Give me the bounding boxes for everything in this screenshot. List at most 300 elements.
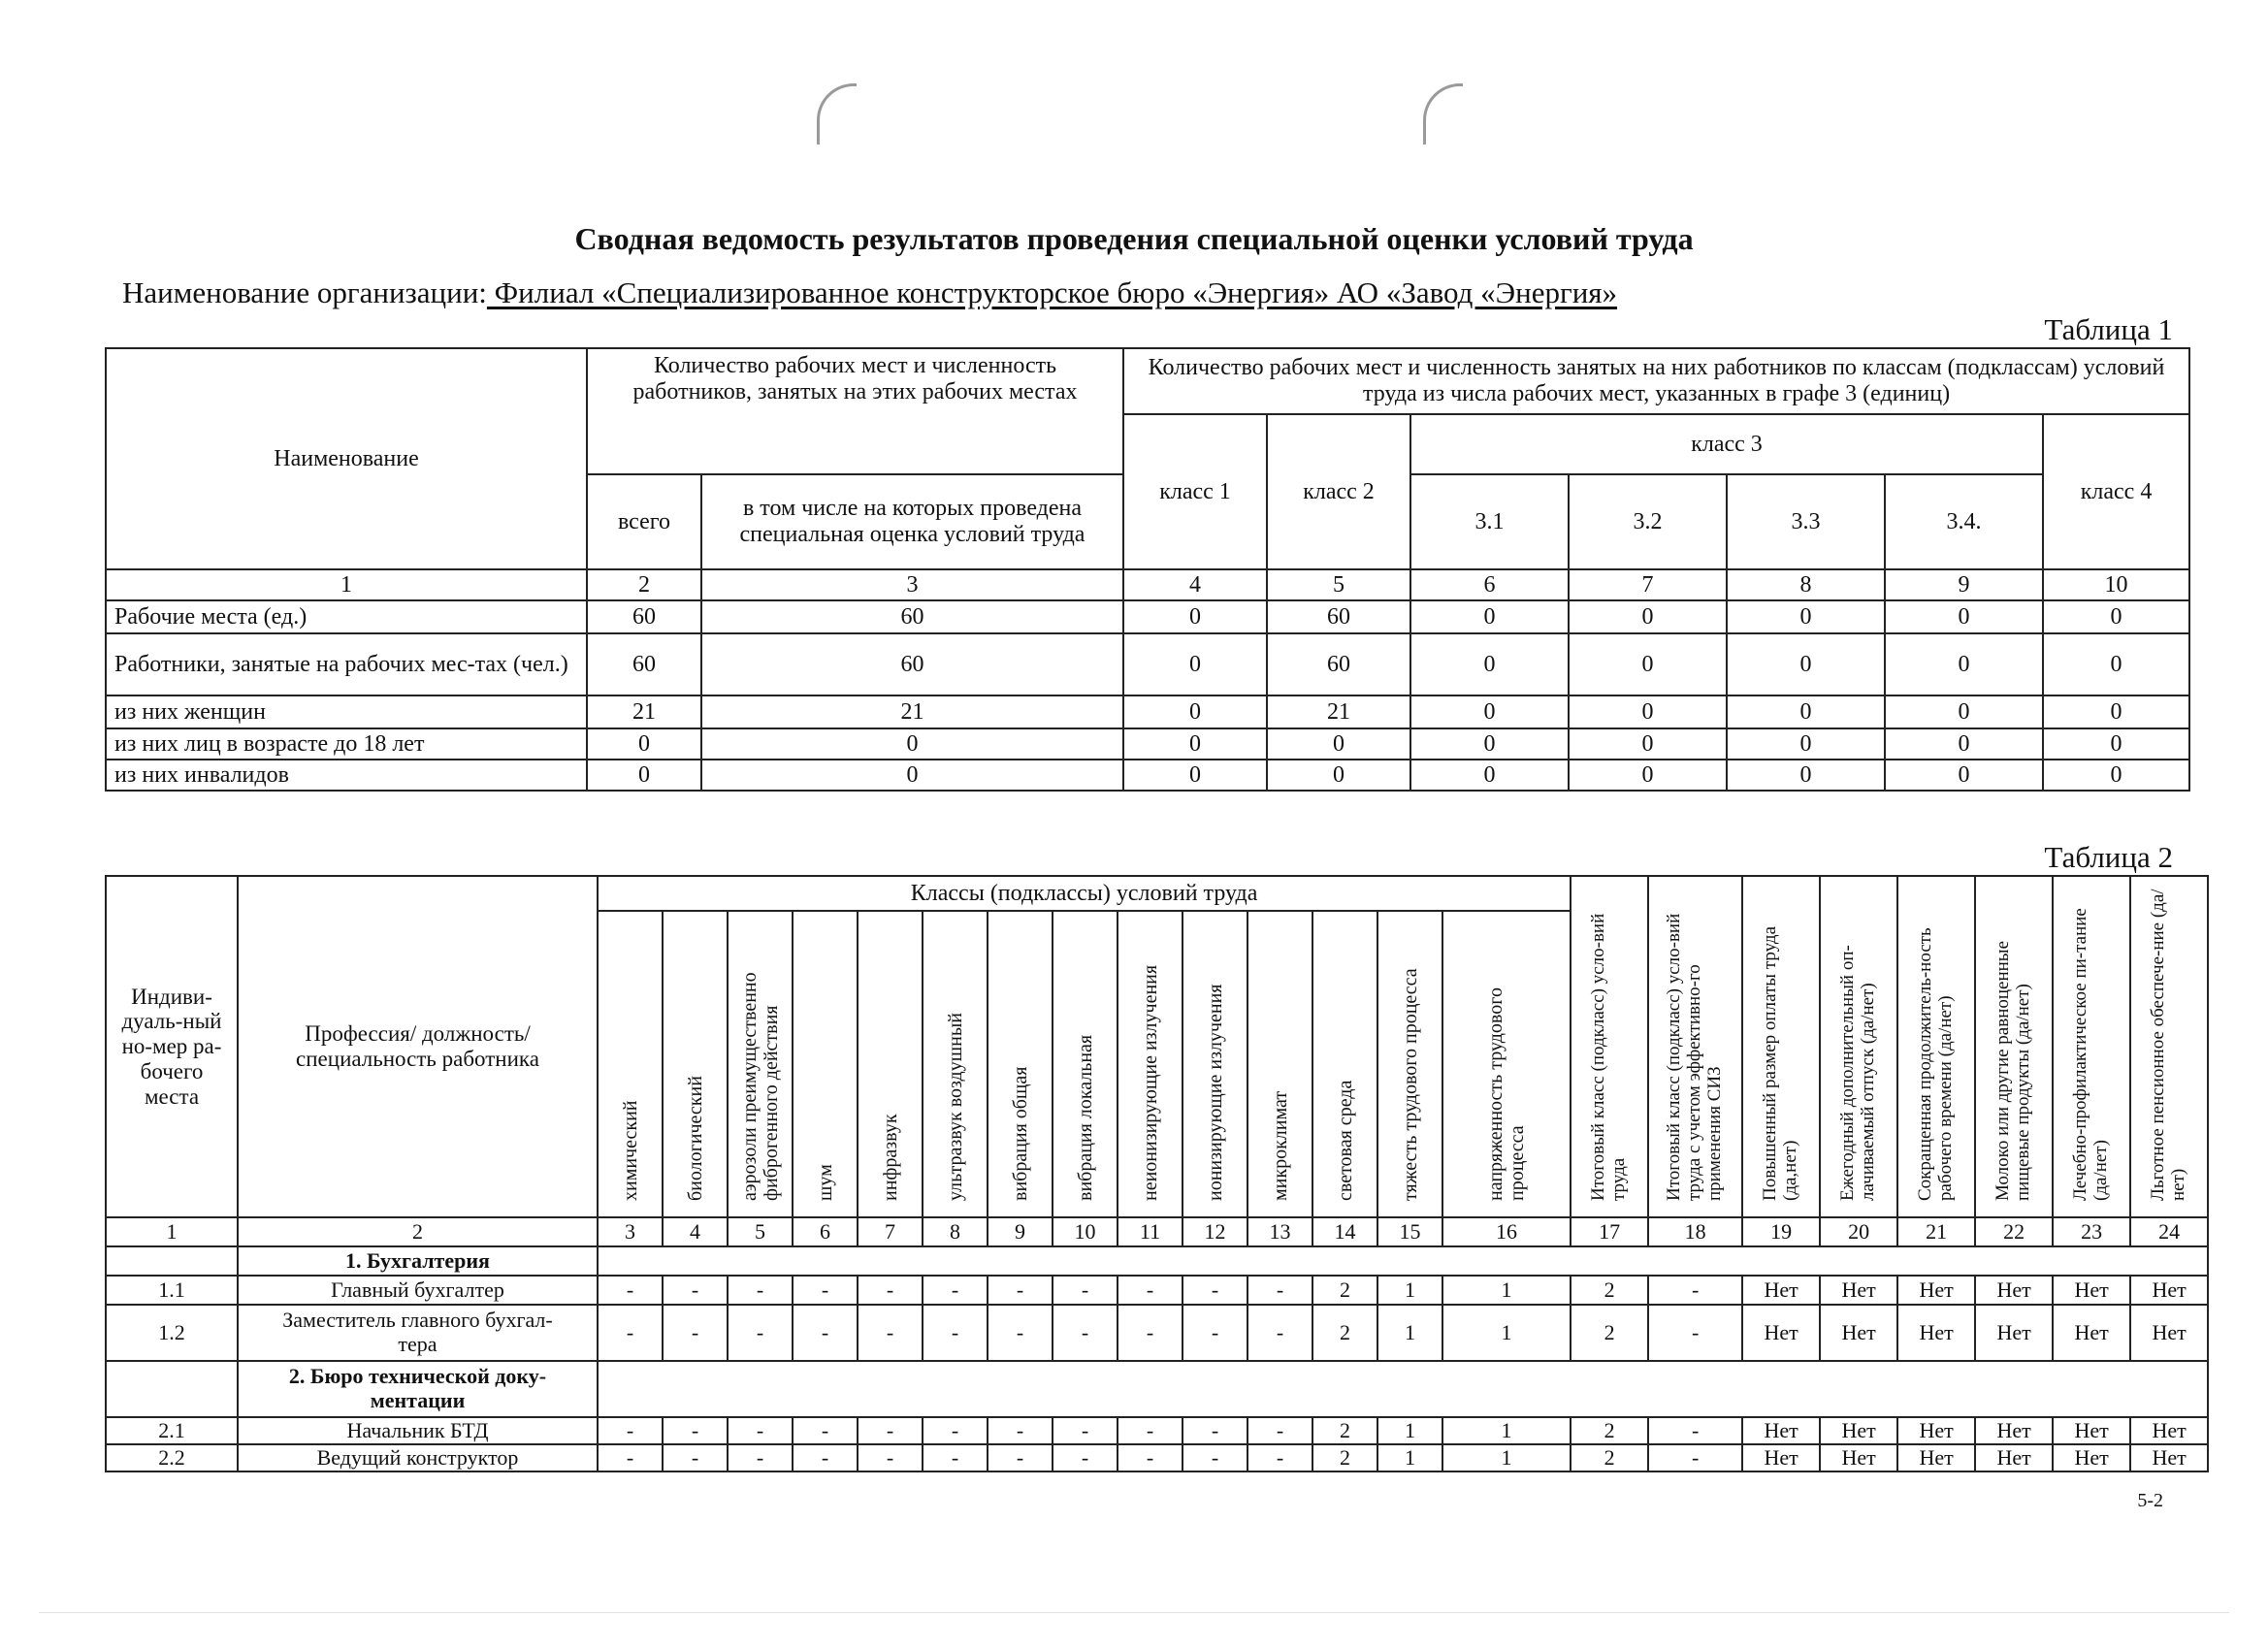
t1-cell: 0 [1123,728,1267,760]
t1-header-class1: класс 1 [1123,414,1267,569]
t2-cell: 1 [1377,1276,1442,1305]
t1-cell: 0 [1885,728,2043,760]
t2-cell: - [1648,1276,1742,1305]
t2-header-factor [988,911,1053,1217]
t2-cell: Нет [1897,1305,1975,1361]
table-row [106,1276,2208,1305]
t2-header-factor [793,911,858,1217]
t1-cell: 21 [1267,695,1410,728]
t1-colnum: 3 [701,569,1123,600]
t2-empty-cell [1183,1361,1247,1417]
t1-cell: 60 [587,633,701,695]
table2-caption: Таблица 2 [2044,840,2173,874]
t2-section-title: 2. Бюро технической доку-ментации [238,1361,598,1417]
t2-empty-cell [1742,1361,1820,1417]
t2-empty-cell [1442,1246,1571,1276]
t1-cell: 0 [1410,760,1569,791]
t2-empty-cell [923,1246,988,1276]
t2-row-profession: Заместитель главного бухгал-тера [238,1305,598,1361]
t2-header-text: Итоговый класс (подкласс) усло-вий труда с учетом эффективно-го применения СИЗ [1664,914,1726,1202]
page-number: 5-2 [2137,1490,2163,1511]
t2-empty-cell [1975,1361,2053,1417]
t2-empty-cell [663,1246,728,1276]
t1-row-label: Рабочие места (ед.) [106,600,587,633]
t2-empty-cell [2130,1246,2208,1276]
t1-cell: 0 [1410,728,1569,760]
t1-row-label: из них женщин [106,695,587,728]
t2-cell: - [793,1444,858,1471]
t1-cell: 60 [1267,633,1410,695]
t2-header-col22 [1975,876,2053,1217]
t2-cell: Нет [1897,1417,1975,1444]
t2-colnum: 5 [728,1217,793,1246]
t2-colnum: 20 [1820,1217,1897,1246]
t1-cell: 60 [587,600,701,633]
t2-empty-cell [663,1361,728,1417]
t1-cell: 0 [1569,728,1727,760]
t2-row-profession: Главный бухгалтер [238,1276,598,1305]
t1-header-class3: класс 3 [1410,414,2043,474]
t2-colnum: 7 [858,1217,923,1246]
t1-cell: 0 [1569,633,1727,695]
t2-cell: Нет [1742,1276,1820,1305]
t2-cell: - [1247,1305,1312,1361]
t2-colnum: 18 [1648,1217,1742,1246]
t2-header-profession: Профессия/ должность/ специальность работника [238,876,598,1217]
t2-factor-text: биологический [684,1076,706,1202]
table-row [106,1305,2208,1361]
t2-empty-cell [1820,1361,1897,1417]
t2-empty-cell [1053,1246,1118,1276]
t2-cell: - [598,1417,663,1444]
t2-cell: - [793,1417,858,1444]
t1-cell: 0 [2043,600,2189,633]
t2-empty-cell [1571,1361,1648,1417]
t2-cell: - [1118,1444,1183,1471]
t1-cell: 0 [1727,728,1885,760]
t2-header-col17 [1571,876,1648,1217]
t2-colnum: 16 [1442,1217,1571,1246]
t2-cell: Нет [2130,1276,2208,1305]
t2-factor-text: вибрация общая [1009,1066,1031,1202]
t1-row-under-18 [106,728,2189,760]
table-row [106,1417,2208,1444]
t2-header-col19 [1742,876,1820,1217]
t2-empty-cell [1053,1361,1118,1417]
t2-section-row [106,1246,2208,1276]
t2-colnum: 4 [663,1217,728,1246]
organization-line [122,275,1617,310]
document-title: Сводная ведомость результатов проведения специальной оценки условий труда [574,221,1694,256]
organization-name: Филиал «Специализированное конструкторское бюро «Энергия» АО «Завод «Энергия» [486,275,1618,309]
t2-cell: - [1648,1305,1742,1361]
t2-factor-text: шум [814,1164,836,1202]
t1-row-disabled [106,760,2189,791]
t2-header-factor [728,911,793,1217]
t1-cell: 0 [1123,633,1267,695]
t2-cell: Нет [1897,1444,1975,1471]
t2-empty-cell [2053,1361,2130,1417]
t1-header-assessed: в том числе на которых проведена специальная оценка условий труда [701,474,1123,569]
t2-header-text: Повышенный размер оплаты труда (да,нет) [1760,926,1801,1202]
t2-cell: - [663,1444,728,1471]
t1-colnum: 2 [587,569,701,600]
t2-row-id: 1.1 [106,1276,238,1305]
t2-cell: 1 [1442,1276,1571,1305]
t2-empty-cell [793,1246,858,1276]
t2-colnum: 24 [2130,1217,2208,1246]
t1-colnum: 4 [1123,569,1267,600]
t1-cell: 21 [701,695,1123,728]
t2-empty-cell [1118,1246,1183,1276]
t2-section-row [106,1361,2208,1417]
t2-cell: 2 [1571,1276,1648,1305]
t2-colnum: 11 [1118,1217,1183,1246]
t2-colnum: 14 [1312,1217,1377,1246]
t2-cell: Нет [2053,1276,2130,1305]
t2-cell: 2 [1571,1417,1648,1444]
t2-cell: 1 [1377,1444,1442,1471]
t2-empty-cell [598,1361,663,1417]
t2-cell: - [728,1305,793,1361]
t2-cell: Нет [2130,1417,2208,1444]
t2-header-col20 [1820,876,1897,1217]
t2-cell: - [1247,1444,1312,1471]
t2-empty-cell [2130,1361,2208,1417]
t1-cell: 0 [1569,600,1727,633]
t2-factor-text: неионизирующие излучения [1139,965,1161,1202]
t1-cell: 0 [587,728,701,760]
t1-column-numbers [106,569,2189,600]
t2-empty-cell [1118,1361,1183,1417]
t2-cell: 1 [1442,1305,1571,1361]
t2-cell: - [1648,1444,1742,1471]
t1-row-women [106,695,2189,728]
t2-cell: - [793,1276,858,1305]
t2-cell: 2 [1312,1276,1377,1305]
t2-factor-text: микроклимат [1269,1091,1291,1202]
t2-row-id: 1.2 [106,1305,238,1361]
t2-cell: 1 [1442,1444,1571,1471]
t2-empty-cell [728,1361,793,1417]
t2-cell: 2 [1312,1444,1377,1471]
t1-header-name: Наименование [106,348,587,569]
t1-row-workers [106,633,2189,695]
t1-header-group-b: Количество рабочих мест и численность занятых на них работников по классам (подклассам) условий труда из числа рабочих мест, указанных в графе 3 (единиц) [1123,348,2189,414]
t2-cell: - [663,1417,728,1444]
t2-cell: - [1183,1305,1247,1361]
t1-cell: 0 [1727,695,1885,728]
t1-cell: 0 [1885,600,2043,633]
t2-cell: - [923,1417,988,1444]
t2-colnum: 22 [1975,1217,2053,1246]
t1-cell: 0 [1410,695,1569,728]
t2-empty-cell [1247,1361,1312,1417]
t2-cell: - [923,1305,988,1361]
punch-hole-mark-left [817,83,857,145]
t1-header-class4: класс 4 [2043,414,2189,569]
t2-cell: - [1183,1417,1247,1444]
t2-cell: Нет [1975,1305,2053,1361]
t1-colnum: 8 [1727,569,1885,600]
t2-cell: - [858,1276,923,1305]
t2-cell: - [598,1276,663,1305]
t2-header-factor [1442,911,1571,1217]
t2-empty-cell [988,1246,1053,1276]
t2-cell: Нет [1975,1276,2053,1305]
t1-cell: 0 [1123,600,1267,633]
t1-cell: 0 [1267,728,1410,760]
t2-cell: - [663,1276,728,1305]
t2-cell: 2 [1571,1305,1648,1361]
t2-colnum: 13 [1247,1217,1312,1246]
t2-cell: - [1118,1305,1183,1361]
t1-cell: 0 [2043,695,2189,728]
organization-label: Наименование организации: [122,275,487,309]
t2-factor-text: ионизирующие излучения [1204,984,1226,1202]
t1-colnum: 1 [106,569,587,600]
t2-cell: Нет [1820,1417,1897,1444]
t2-empty-cell [923,1361,988,1417]
t2-cell: - [728,1276,793,1305]
t1-cell: 60 [701,600,1123,633]
t1-row-workplaces [106,600,2189,633]
t2-header-text: Льготное пенсионное обеспече-ние (да/нет) [2148,889,2189,1202]
t2-cell: - [728,1444,793,1471]
t1-cell: 0 [1267,760,1410,791]
t2-header-factor [663,911,728,1217]
t2-cell: - [1118,1276,1183,1305]
t2-header-factor [1312,911,1377,1217]
t2-cell: - [793,1305,858,1361]
t1-cell: 0 [1885,633,2043,695]
t2-empty-cell [1648,1361,1742,1417]
table-row [106,1444,2208,1471]
t1-cell: 0 [1885,760,2043,791]
t2-empty-cell [1377,1246,1442,1276]
t1-colnum: 5 [1267,569,1410,600]
t2-colnum: 1 [106,1217,238,1246]
t2-cell: 2 [1312,1417,1377,1444]
t1-cell: 0 [1727,600,1885,633]
t1-cell: 0 [701,728,1123,760]
t2-colnum: 2 [238,1217,598,1246]
t1-cell: 60 [701,633,1123,695]
t2-colnum: 17 [1571,1217,1648,1246]
t2-header-text: Лечебно-профилактическое пи-тание (да/нет) [2070,908,2112,1202]
t2-colnum: 9 [988,1217,1053,1246]
t1-header-group-a: Количество рабочих мест и численность работников, занятых на этих рабочих местах [587,348,1123,474]
t1-cell: 0 [701,760,1123,791]
t2-factor-text: ультразвук воздушный [944,1013,966,1202]
t2-factor-text: аэрозоли преимущественно фиброгенного действия [738,972,782,1202]
t2-row-id: 2.1 [106,1417,238,1444]
t2-header-col23 [2053,876,2130,1217]
t1-cell: 0 [587,760,701,791]
t2-cell: - [1053,1276,1118,1305]
t2-empty-cell [858,1246,923,1276]
t1-header-class-3-4: 3.4. [1885,474,2043,569]
t2-empty-cell [1820,1246,1897,1276]
t2-empty-cell [1183,1246,1247,1276]
t2-cell: - [598,1305,663,1361]
t2-factor-text: инфразвук [879,1114,901,1202]
t1-cell: 0 [1727,760,1885,791]
t2-empty-cell [1312,1361,1377,1417]
t2-cell: - [598,1444,663,1471]
t1-row-label: из них инвалидов [106,760,587,791]
t2-colnum: 19 [1742,1217,1820,1246]
t2-header-col21 [1897,876,1975,1217]
t2-empty-cell [2053,1246,2130,1276]
t2-cell: - [1053,1444,1118,1471]
t2-factor-text: световая среда [1334,1081,1356,1202]
t1-row-label: из них лиц в возрасте до 18 лет [106,728,587,760]
t1-cell: 0 [1885,695,2043,728]
t2-cell: Нет [1820,1276,1897,1305]
t2-cell: - [728,1417,793,1444]
t2-cell: Нет [2053,1417,2130,1444]
t2-empty-cell [728,1246,793,1276]
t1-row-label: Работники, занятые на рабочих мес-тах (чел.) [106,633,587,695]
t1-cell: 0 [1410,633,1569,695]
t2-cell: - [1247,1276,1312,1305]
t1-header-class2: класс 2 [1267,414,1410,569]
t2-colnum: 6 [793,1217,858,1246]
t2-cell: Нет [1820,1305,1897,1361]
t2-empty-cell [1247,1246,1312,1276]
t2-cell: Нет [2130,1305,2208,1361]
t2-empty-cell [1312,1246,1377,1276]
t2-colnum: 15 [1377,1217,1442,1246]
t2-empty-cell [1571,1246,1648,1276]
t2-header-factor [1053,911,1118,1217]
scan-edge-line [39,1612,2229,1613]
t2-cell: - [988,1305,1053,1361]
t2-header-text: Молоко или другие равноценные пищевые продукты (да/нет) [1993,941,2034,1202]
t2-cell: - [1648,1417,1742,1444]
t2-cell: Нет [1897,1276,1975,1305]
t2-colnum: 23 [2053,1217,2130,1246]
t2-empty-cell [1975,1246,2053,1276]
t2-empty-cell [858,1361,923,1417]
t2-cell: - [988,1417,1053,1444]
t2-header-text: Ежегодный дополнительный оп-лачиваемый отпуск (да/нет) [1837,945,1879,1202]
t2-header-factor [1247,911,1312,1217]
t2-factor-text: вибрация локальная [1074,1035,1096,1202]
table1-caption: Таблица 1 [2044,312,2173,346]
t1-cell: 0 [1727,633,1885,695]
t2-cell: Нет [2130,1444,2208,1471]
t2-colnum: 8 [923,1217,988,1246]
t2-empty-cell [1897,1246,1975,1276]
t2-cell: - [923,1444,988,1471]
t2-cell: Нет [1742,1444,1820,1471]
t2-cell: - [923,1276,988,1305]
t2-cell: Нет [1820,1444,1897,1471]
t2-empty-cell [1897,1361,1975,1417]
t1-colnum: 9 [1885,569,2043,600]
table1-summary [105,347,2190,792]
t1-colnum: 10 [2043,569,2189,600]
t2-empty-cell [1442,1361,1571,1417]
t2-cell: 1 [1377,1417,1442,1444]
t2-row-id: 2.2 [106,1444,238,1471]
t2-factor-text: напряженность трудового процесса [1485,987,1529,1202]
t2-section-title: 1. Бухгалтерия [238,1246,598,1276]
t2-header-id: Индиви-дуаль-ный но-мер ра-бочего места [106,876,238,1217]
t2-empty-cell [793,1361,858,1417]
t2-factor-text: тяжесть трудового процесса [1399,968,1421,1202]
t2-row-profession: Ведущий конструктор [238,1444,598,1471]
t2-cell: - [1247,1417,1312,1444]
t2-cell: - [858,1417,923,1444]
t2-column-numbers [106,1217,2208,1246]
t2-header-text: Итоговый класс (подкласс) усло-вий труда [1588,914,1630,1202]
t2-cell: - [858,1305,923,1361]
t2-cell: - [1053,1417,1118,1444]
t2-header-factor [598,911,663,1217]
t2-cell: Нет [2053,1444,2130,1471]
t2-empty-cell [988,1361,1053,1417]
t2-empty-cell [106,1246,238,1276]
t2-cell: Нет [2053,1305,2130,1361]
t2-empty-cell [598,1246,663,1276]
t2-header-factor [923,911,988,1217]
t2-header-factor [1377,911,1442,1217]
t2-header-col24 [2130,876,2208,1217]
t2-cell: - [1118,1417,1183,1444]
t1-cell: 0 [1569,695,1727,728]
t2-header-classes: Классы (подклассы) условий труда [598,876,1571,911]
t2-colnum: 10 [1053,1217,1118,1246]
t2-colnum: 21 [1897,1217,1975,1246]
t1-header-class-3-3: 3.3 [1727,474,1885,569]
t2-header-col18 [1648,876,1742,1217]
t1-cell: 0 [1410,600,1569,633]
t1-cell: 0 [1123,695,1267,728]
t2-cell: Нет [1975,1444,2053,1471]
t2-cell: - [858,1444,923,1471]
t2-header-factor [858,911,923,1217]
t1-colnum: 6 [1410,569,1569,600]
t2-cell: - [1183,1444,1247,1471]
t2-cell: Нет [1742,1305,1820,1361]
t1-cell: 0 [1123,760,1267,791]
table2-workplaces [105,875,2209,1472]
punch-hole-mark-right [1423,83,1463,145]
t2-empty-cell [1377,1361,1442,1417]
t2-empty-cell [106,1361,238,1417]
t2-empty-cell [1648,1246,1742,1276]
t2-header-factor [1183,911,1247,1217]
t2-cell: 2 [1312,1305,1377,1361]
t1-header-class-3-2: 3.2 [1569,474,1727,569]
t2-cell: Нет [1975,1417,2053,1444]
t2-cell: - [1183,1276,1247,1305]
t2-header-factor [1118,911,1183,1217]
t1-colnum: 7 [1569,569,1727,600]
t2-cell: 1 [1377,1305,1442,1361]
t1-cell: 0 [1569,760,1727,791]
t2-empty-cell [1742,1246,1820,1276]
t2-factor-text: химический [619,1100,641,1202]
t1-cell: 21 [587,695,701,728]
t1-cell: 0 [2043,728,2189,760]
t2-cell: - [988,1444,1053,1471]
t2-cell: - [663,1305,728,1361]
t1-header-total: всего [587,474,701,569]
